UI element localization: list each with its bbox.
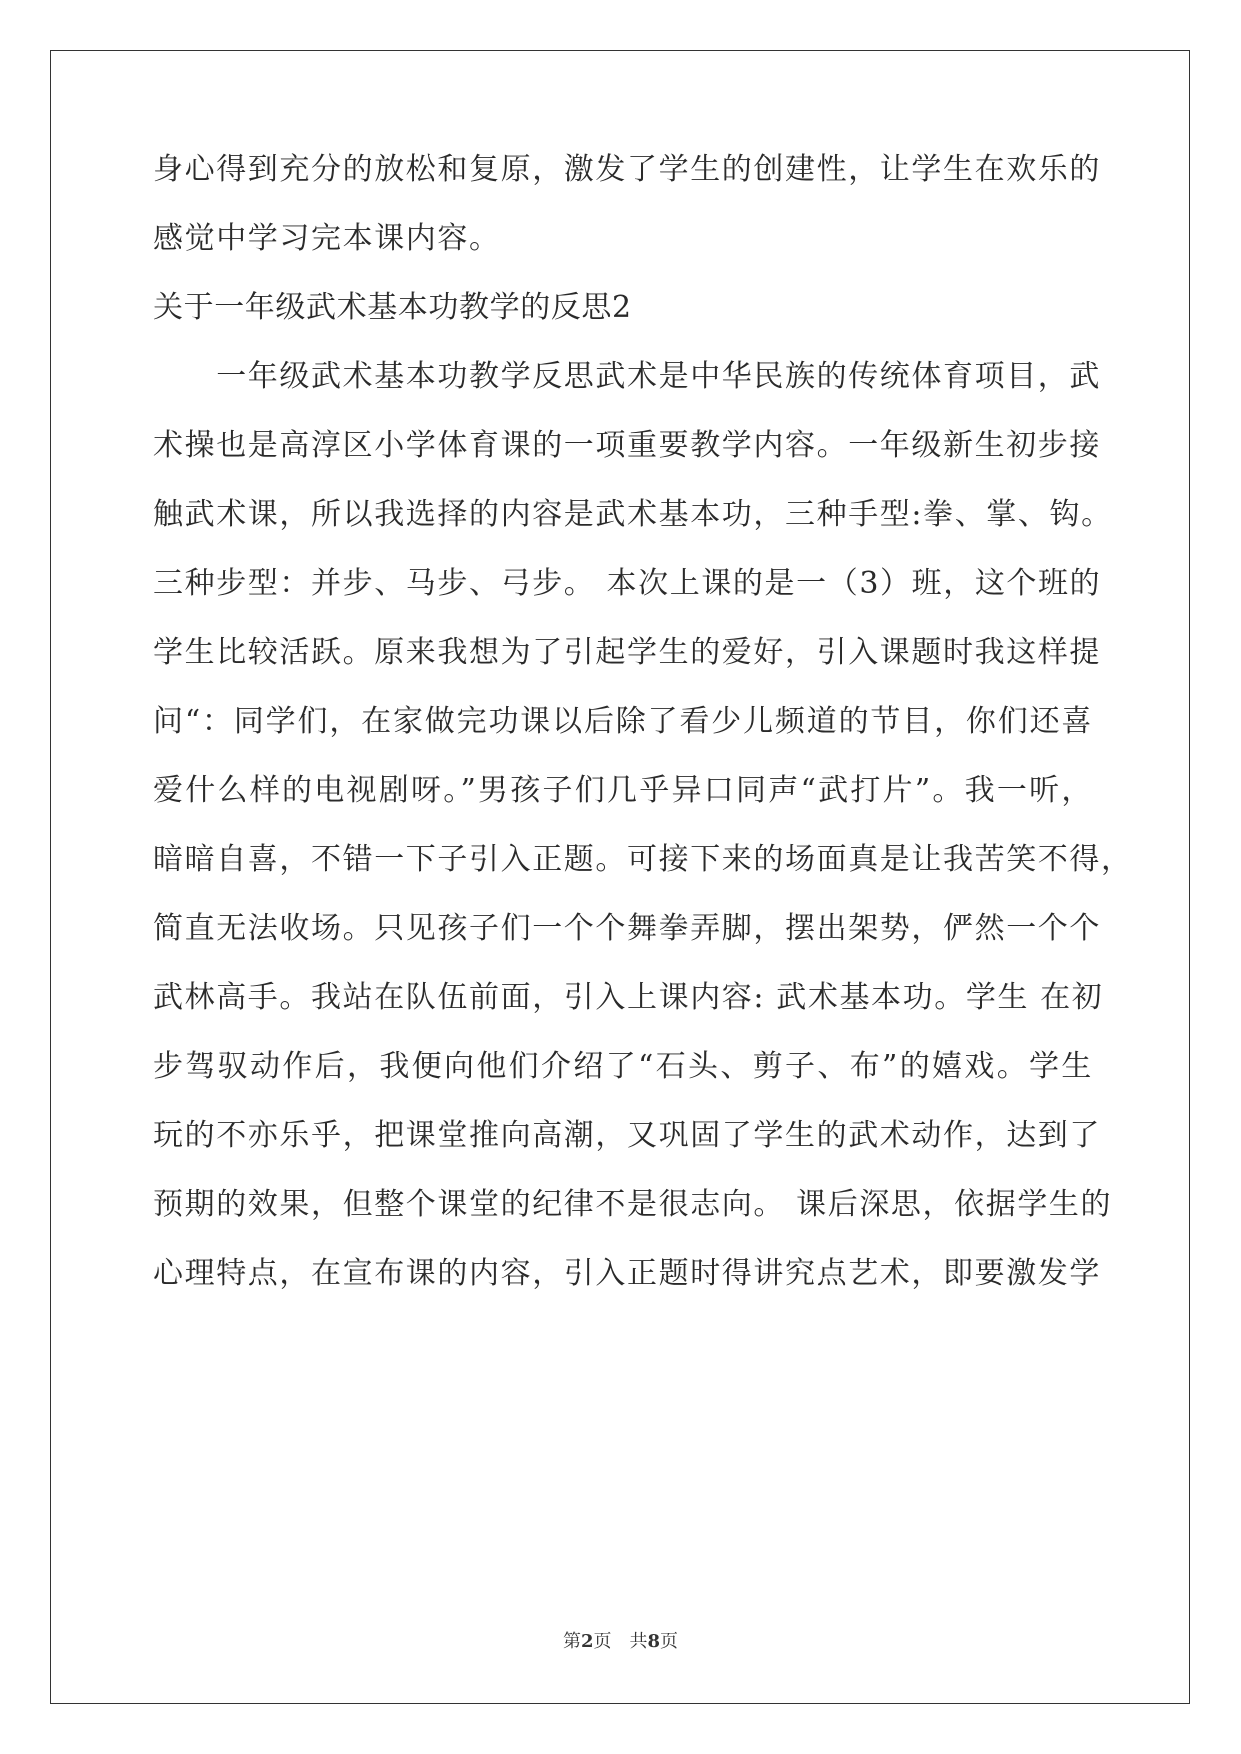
body-line-1: 身心得到充分的放松和复原，激发了学生的创建性，让学生在欢乐的 <box>153 152 1101 187</box>
body-line-10: 爱什么样的电视剧呀。”男孩子们几乎异口同声“武打片”。我一听， <box>153 773 1093 808</box>
body-line-13: 武林高手。我站在队伍前面，引入上课内容: 武术基本功。学生 在初 <box>153 980 1104 1015</box>
footer-total-pages: 8 <box>647 1631 661 1652</box>
body-line-4: 一年级武术基本功教学反思武术是中华民族的传统体育项目，武 <box>153 359 1101 394</box>
footer-middle: 页 共 <box>593 1631 648 1652</box>
footer-current-page: 2 <box>580 1631 594 1652</box>
body-line-15: 玩的不亦乐乎，把课堂推向高潮，又巩固了学生的武术动作，达到了 <box>153 1118 1101 1153</box>
body-line-12: 简直无法收场。只见孩子们一个个舞拳弄脚，摆出架势，俨然一个个 <box>153 911 1101 946</box>
footer-suffix: 页 <box>660 1631 679 1652</box>
body-line-9: 问“：同学们，在家做完功课以后除了看少儿频道的节目，你们还喜 <box>153 704 1093 739</box>
body-line-14: 步驾驭动作后，我便向他们介绍了“石头、剪子、布”的嬉戏。学生 <box>153 1049 1093 1084</box>
body-line-6: 触武术课，所以我选择的内容是武术基本功，三种手型:拳、掌、钩。 <box>153 497 1113 532</box>
body-line-11: 暗暗自喜，不错一下子引入正题。可接下来的场面真是让我苦笑不得， <box>153 842 1133 877</box>
section-heading: 关于一年级武术基本功教学的反思2 <box>153 290 632 325</box>
body-line-17: 心理特点，在宣布课的内容，引入正题时得讲究点艺术，即要激发学 <box>153 1256 1101 1291</box>
body-line-5: 术操也是高淳区小学体育课的一项重要教学内容。一年级新生初步接 <box>153 428 1101 463</box>
body-line-7: 三种步型：并步、马步、弓步。 本次上课的是一（3）班，这个班的 <box>153 566 1102 601</box>
body-line-8: 学生比较活跃。原来我想为了引起学生的爱好，引入课题时我这样提 <box>153 635 1101 670</box>
body-line-16: 预期的效果，但整个课堂的纪律不是很志向。 课后深思，依据学生的 <box>153 1187 1113 1222</box>
page-footer <box>0 1630 1241 1654</box>
body-line-2: 感觉中学习完本课内容。 <box>153 221 501 256</box>
footer-prefix: 第 <box>562 1631 581 1652</box>
